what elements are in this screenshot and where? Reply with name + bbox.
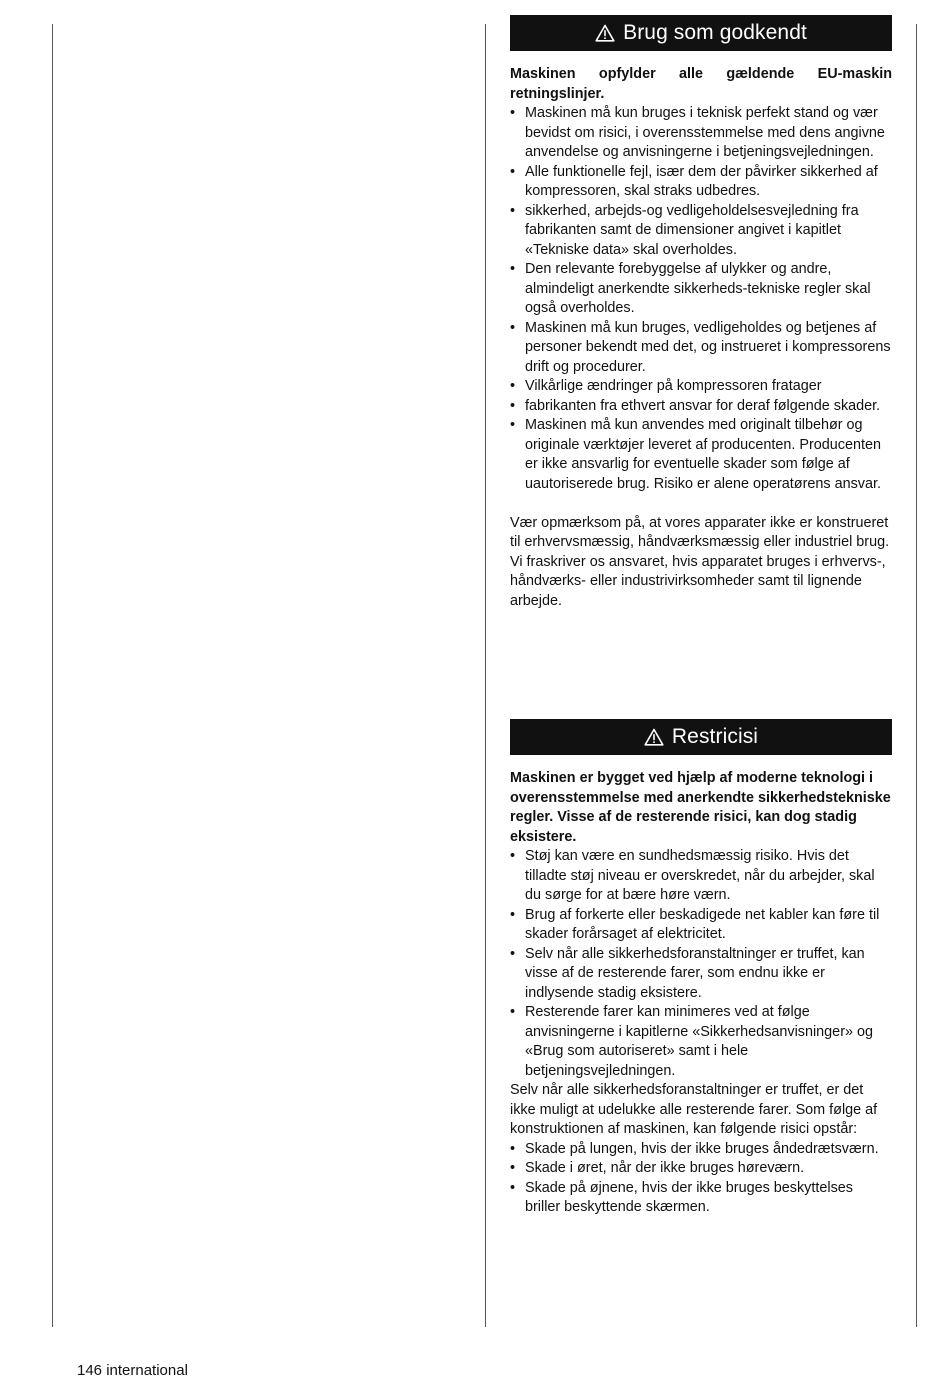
section-approved-title: Brug som godkendt [623,21,807,44]
section-approved-closing: Vær opmærksom på, at vores apparater ikke er konstrueret til erhvervsmæssig, håndværksmæssig eller industriel brug. Vi fraskriver os ansvaret, hvis apparatet bruges i erhvervs-, håndværks- eller industrivirksomheder samt til lignende arbejde. [510,514,890,609]
section-restrictions-lead [510,769,892,847]
list-item: • Brug af forkerte eller beskadigede net kabler kan føre til skader forårsaget af elektricitet. [510,906,892,945]
list-item: • Resterende farer kan minimeres ved at følge anvisningerne i kapitlerne «Sikkerhedsanvisninger» og «Brug som autoriseret» samt i hele betjeningsvejledningen. [510,1003,892,1081]
lead-line: Maskinen er bygget ved hjælp af moderne teknologi i overensstemmelse med anerkendte sikkerhedstekniske [510,770,891,806]
section-restrictions-risks [510,1140,892,1218]
list-item: • Maskinen må kun anvendes med originalt tilbehør og originale værktøjer leveret af producenten. Producenten er ikke ansvarlig for eventuelle skader som følge af uautoriserede brug. Risiko er alene operatørens ansvar. [510,416,892,494]
section-approved-header [510,15,892,51]
list-item: • sikkerhed, arbejds-og vedligeholdelsesvejledning fra fabrikanten samt de dimensioner angivet i kapitlet «Tekniske data» skal overholdes. [510,202,892,261]
page-footer: 146 international [77,1362,188,1379]
list-item: • Skade på øjnene, hvis der ikke bruges beskyttelses briller beskyttende skærmen. [510,1179,892,1218]
list-item: • Maskinen må kun bruges, vedligeholdes og betjenes af personer bekendt med det, og instrueret i kompressorens drift og procedurer. [510,319,892,378]
section-restrictions [510,719,892,1218]
list-item: • Vilkårlige ændringer på kompressoren fratager [510,377,892,397]
section-approved-use [510,15,892,611]
right-column-rule [916,24,917,1327]
lead-line: regler. Visse af de resterende risici, kan dog stadig eksistere. [510,809,857,845]
list-item: • Selv når alle sikkerhedsforanstaltninger er truffet, kan visse af de resterende farer, som endnu ikke er indlysende stadig eksistere. [510,945,892,1004]
list-item: • fabrikanten fra ethvert ansvar for deraf følgende skader. [510,397,892,417]
section-restrictions-middle: Selv når alle sikkerhedsforanstaltninger er truffet, er det ikke muligt at udelukke alle resterende farer. Som følge af konstruktionen af maskinen, kan følgende risici opstår: [510,1082,878,1137]
left-column-blank [76,24,476,1327]
left-column-rule [52,24,53,1327]
list-item: • Skade på lungen, hvis der ikke bruges åndedrætsværn. [510,1140,892,1160]
center-column-rule [485,24,486,1327]
warning-triangle-icon [595,24,615,42]
list-item: • Den relevante forebyggelse af ulykker og andre, almindeligt anerkendte sikkerheds-tekniske regler skal også overholdes. [510,260,892,319]
list-item: • Skade i øret, når der ikke bruges høreværn. [510,1159,892,1179]
section-approved-bullets [510,104,892,494]
section-restrictions-header [510,719,892,755]
section-approved-lead: Maskinen opfylder alle gældende EU-maskin retningslinjer. [510,66,892,102]
list-item: • Maskinen må kun bruges i teknisk perfekt stand og vær bevidst om risici, i overensstemmelse med dens angivne anvendelse og anvisningerne i betjeningsvejledningen. [510,104,892,163]
section-restrictions-bullets [510,847,892,1081]
right-column [510,15,892,1218]
warning-triangle-icon [644,728,664,746]
section-restrictions-title: Restricisi [671,725,759,748]
list-item: • Alle funktionelle fejl, især dem der påvirker sikkerhed af kompressoren, skal straks udbedres. [510,163,892,202]
list-item: • Støj kan være en sundhedsmæssig risiko. Hvis det tilladte støj niveau er overskredet, når du arbejder, skal du sørge for at bære høre værn. [510,847,892,906]
